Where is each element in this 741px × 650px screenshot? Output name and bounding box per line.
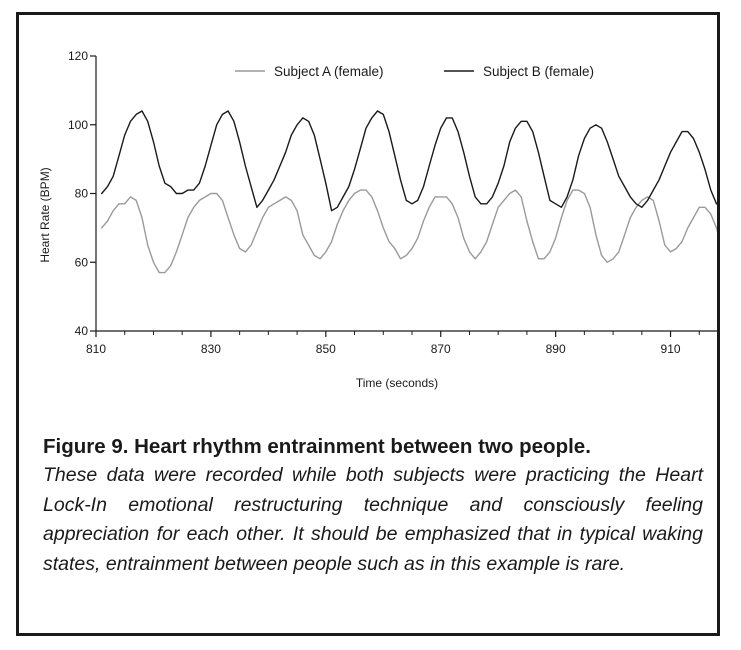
figure-caption	[43, 433, 703, 579]
y-tick-label: 40	[74, 324, 88, 338]
x-tick-label: 890	[545, 342, 566, 356]
chart-legend	[235, 64, 594, 79]
y-tick-label: 120	[67, 49, 88, 63]
legend-label: Subject B (female)	[483, 64, 595, 79]
caption-title: Figure 9. Heart rhythm entrainment between two people.	[43, 435, 591, 458]
x-tick-label: 850	[315, 342, 336, 356]
heart-rate-chart	[19, 15, 717, 415]
chart-axes	[68, 49, 717, 356]
x-tick-label: 910	[660, 342, 681, 356]
y-tick-label: 80	[74, 186, 88, 201]
series-line-subject-b	[102, 111, 717, 211]
x-tick-label: 830	[200, 342, 221, 356]
y-tick-label: 100	[67, 117, 88, 132]
y-tick-label: 60	[74, 255, 88, 270]
x-tick-label: 810	[85, 342, 107, 356]
chart-series	[102, 111, 717, 273]
legend-label: Subject A (female)	[274, 64, 384, 79]
caption-body: These data were recorded while both subjects were practicing the Heart Lock-In emotional restructuring technique and consciously feeling appreciation for each other. It should be emphasized that in typical waking states, entrainment between people such as in this example is rare.	[43, 464, 703, 575]
x-axis-label: Time (seconds)	[355, 376, 439, 390]
y-axis-label: Heart Rate (BPM)	[38, 167, 52, 263]
figure-frame	[16, 12, 720, 636]
x-tick-label: 870	[430, 342, 451, 356]
